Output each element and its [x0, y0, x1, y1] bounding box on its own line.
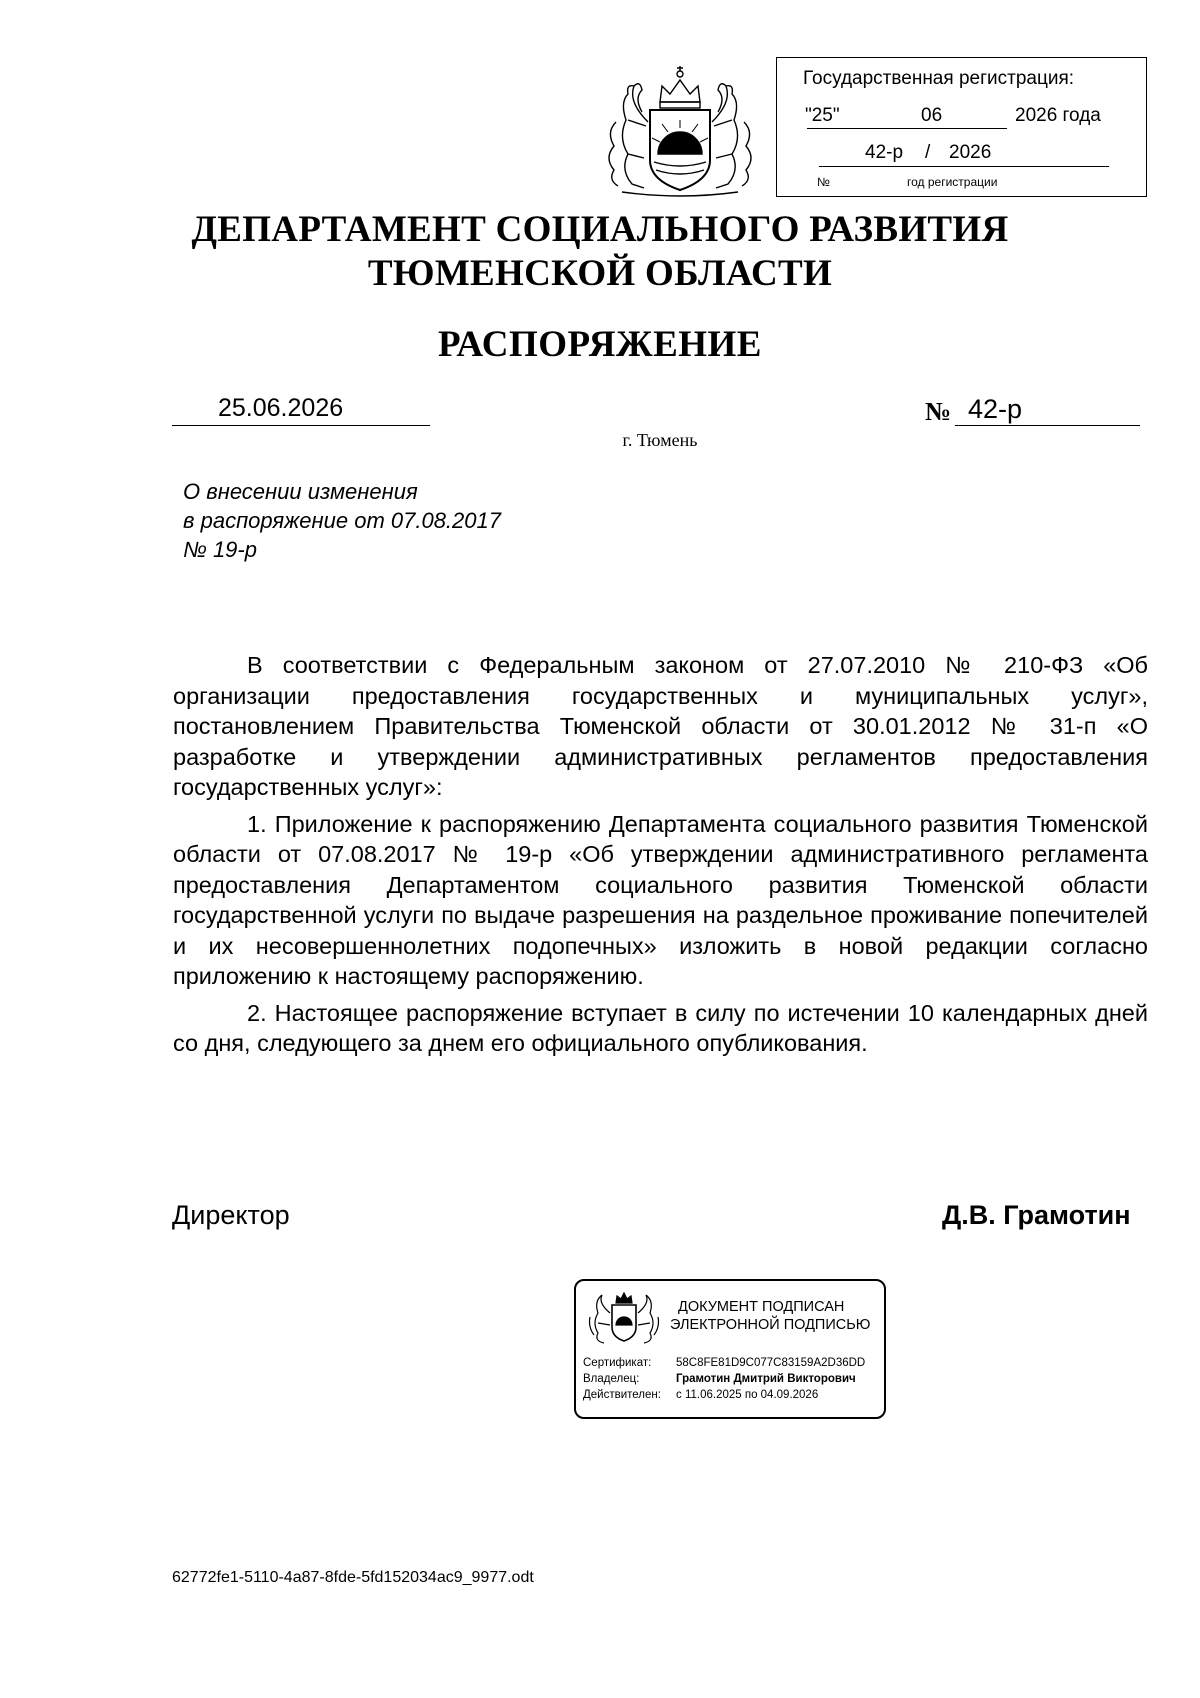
registration-day: "25" [805, 105, 840, 126]
owner-value: Грамотин Дмитрий Викторович [676, 1373, 856, 1385]
registration-slash: / [925, 142, 931, 163]
subject-line: О внесении изменения [183, 479, 418, 504]
footer-filename: 62772fe1-5110-4a87-8fde-5fd152034ac9_9977.odt [172, 1569, 534, 1586]
registration-date-underline [807, 128, 1007, 129]
city: г. Тюмень [622, 430, 698, 450]
registration-box [776, 57, 1147, 197]
department-name-line1: ДЕПАРТАМЕНТ СОЦИАЛЬНОГО РАЗВИТИЯ [191, 209, 1009, 250]
document-date-underline [172, 425, 430, 426]
stamp-heading: ЭЛЕКТРОННОЙ ПОДПИСЬЮ [670, 1317, 871, 1333]
registration-year: 2026 года [1015, 105, 1101, 126]
department-name-line2: ТЮМЕНСКОЙ ОБЛАСТИ [367, 253, 833, 294]
registration-year-caption: год регистрации [907, 175, 998, 189]
document-body [173, 650, 1148, 1065]
document-number: 42-р [968, 394, 1023, 424]
owner-label: Владелец: [583, 1373, 640, 1385]
coat-of-arms-icon [588, 1291, 660, 1347]
registration-number-underline [819, 166, 1109, 167]
document-date: 25.06.2026 [218, 394, 344, 422]
subject-line: № 19-р [183, 537, 257, 562]
registration-number: 42-р [865, 142, 904, 163]
body-preamble: В соответствии с Федеральным законом от 27.07.2010 № 210-ФЗ «Об организации предоставления государственных и муниципальных услуг», постановлением Правительства Тюменской области от 30.01.2012 № 31-п «О разработке и утверждении административных регламентов предоставления государственных услуг»: [173, 652, 1148, 800]
certificate-value: 58C8FE81D9C077C83159A2D36DD [676, 1357, 866, 1369]
registration-number-caption: № [817, 175, 830, 189]
document-number-underline [955, 425, 1140, 426]
signer-name: Д.В. Грамотин [942, 1200, 1131, 1230]
body-item-1: 1. Приложение к распоряжению Департамента социального развития Тюменской области от 07.08.2017 № 19-р «Об утверждении административного регламента предоставления Департаментом социального развития Тюменской области государственной услуги по выдаче разрешения на раздельное проживание попечителей и их несовершеннолетних подопечных» изложить в новой редакции согласно приложению к настоящему распоряжению. [173, 810, 1148, 989]
valid-value: с 11.06.2025 по 04.09.2026 [676, 1389, 819, 1401]
body-item-2: 2. Настоящее распоряжение вступает в силу по истечении 10 календарных дней со дня, следующего за днем его официального опубликования. [173, 999, 1148, 1056]
registration-month: 06 [921, 105, 943, 126]
coat-of-arms-icon [598, 62, 763, 200]
electronic-signature-stamp [574, 1279, 886, 1419]
number-sign: № [925, 397, 952, 426]
valid-label: Действителен: [583, 1389, 661, 1401]
subject-line: в распоряжение от 07.08.2017 [183, 508, 501, 533]
signer-title: Директор [172, 1200, 290, 1230]
registration-reg-year: 2026 [949, 142, 992, 163]
stamp-heading: ДОКУМЕНТ ПОДПИСАН [678, 1299, 845, 1315]
document-type: РАСПОРЯЖЕНИЕ [437, 324, 762, 365]
registration-title: Государственная регистрация: [803, 68, 1075, 89]
certificate-label: Сертификат: [583, 1357, 652, 1369]
